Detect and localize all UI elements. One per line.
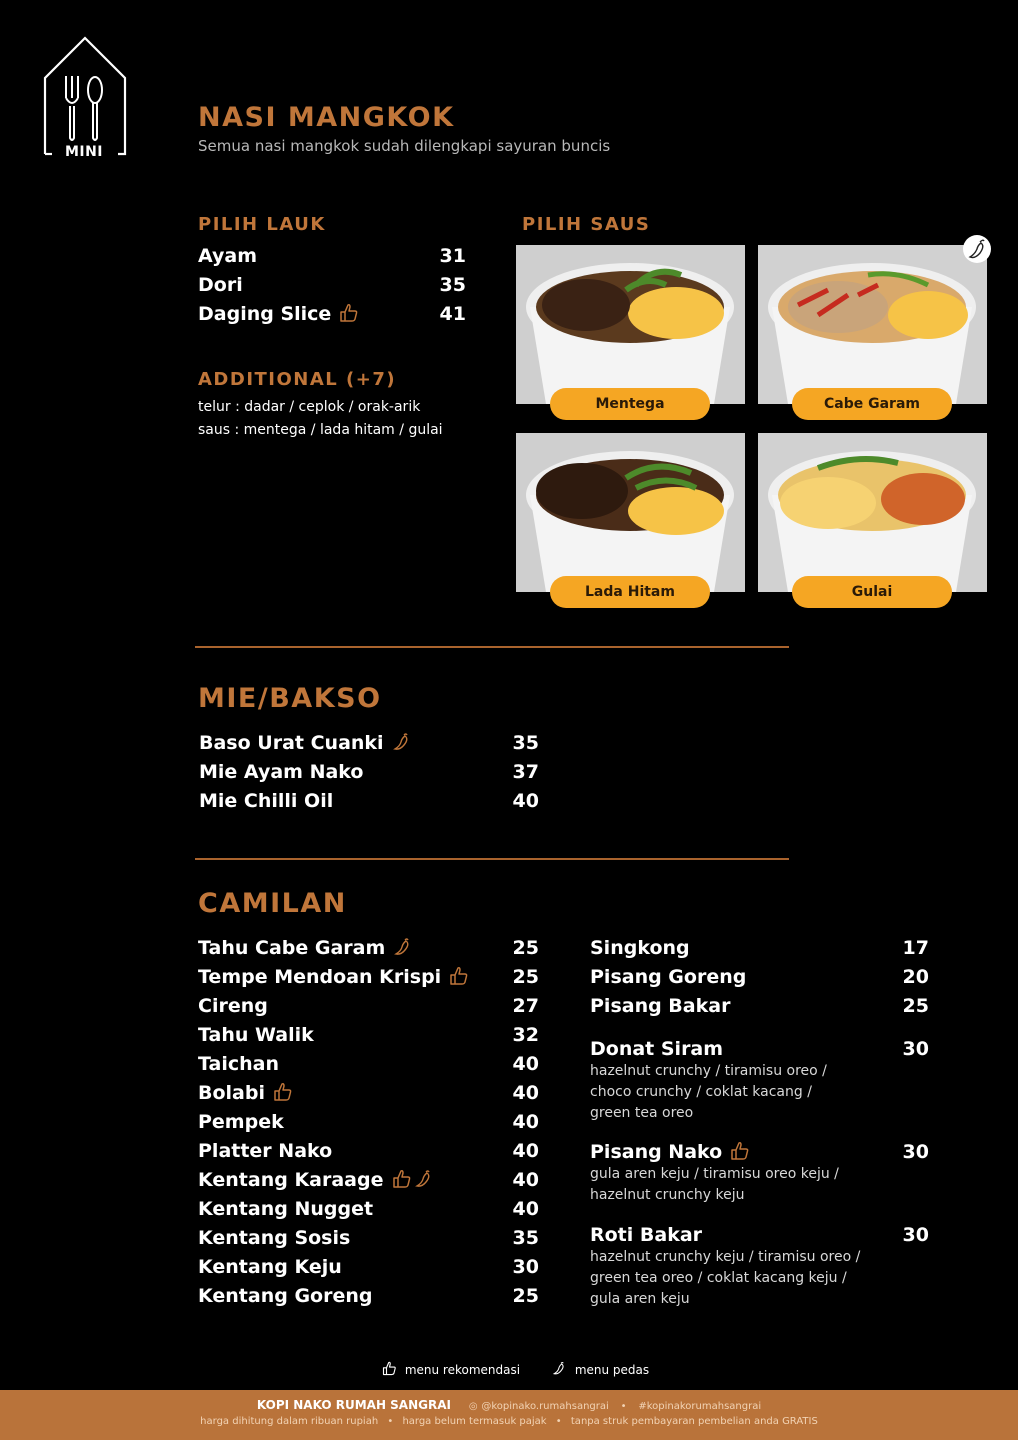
menu-price: 40 [512,1082,539,1104]
saus-label-gulai: Gulai [792,576,952,608]
spicy-badge [963,235,991,263]
menu-price: 35 [439,274,466,296]
footer-instagram: @kopinako.rumahsangrai [481,1401,609,1412]
mie-title: MIE/BAKSO [198,683,382,714]
thumbs-up-icon [273,1082,293,1107]
camilan-title: CAMILAN [198,888,347,919]
menu-item: Bolabi [198,1082,293,1107]
menu-item: Kentang Sosis [198,1227,351,1249]
saus-label-cabe-garam: Cabe Garam [792,388,952,420]
footer [0,1390,1018,1440]
menu-item: Mie Ayam Nako [199,761,364,783]
menu-price: 40 [512,1140,539,1162]
menu-price: 27 [512,995,539,1017]
thumbs-up-icon [382,1363,397,1377]
additional-title: ADDITIONAL (+7) [198,369,397,390]
saus-label-mentega: Mentega [550,388,710,420]
menu-desc: gula aren keju / tiramisu oreo keju / hazelnut crunchy keju [590,1166,839,1203]
additional-saus: saus : mentega / lada hitam / gulai [198,422,443,438]
cabe-garam-photo [758,245,987,404]
menu-desc: hazelnut crunchy keju / tiramisu oreo / green tea oreo / coklat kacang keju / gula aren keju [590,1249,861,1307]
menu-price: 30 [902,1038,929,1060]
menu-item: Donat Siram [590,1038,724,1060]
separator-dot: • [555,1416,562,1427]
menu-item: Taichan [198,1053,279,1075]
menu-price: 30 [902,1141,929,1163]
menu-price: 40 [512,790,539,812]
menu-price: 35 [512,1227,539,1249]
footer-note: harga belum termasuk pajak [402,1416,547,1427]
additional-telur: telur : dadar / ceplok / orak-arik [198,399,421,415]
legend-recommend [382,1361,520,1377]
menu-item: Pisang Nako [590,1141,750,1166]
menu-item: Roti Bakar [590,1224,703,1246]
divider [195,646,789,648]
menu-price: 41 [439,303,466,325]
gulai-photo [758,433,987,592]
menu-price: 40 [512,1111,539,1133]
saus-label-lada-hitam: Lada Hitam [550,576,710,608]
thumbs-up-icon [449,966,469,991]
instagram-icon: ◎ [468,1401,478,1412]
footer-note: tanpa struk pembayaran pembelian anda GRATIS [570,1416,818,1427]
menu-item: Pisang Bakar [590,995,731,1017]
nasi-subtitle: Semua nasi mangkok sudah dilengkapi sayuran buncis [198,137,611,155]
menu-price: 30 [512,1256,539,1278]
chili-icon [963,235,991,263]
menu-item: Kentang Goreng [198,1285,373,1307]
menu-price: 35 [512,732,539,754]
menu-price: 40 [512,1169,539,1191]
menu-item: Tahu Walik [198,1024,314,1046]
menu-price: 32 [512,1024,539,1046]
menu-price: 20 [902,966,929,988]
menu-price: 40 [512,1198,539,1220]
legend-spicy-label: menu pedas [574,1363,650,1377]
lada-hitam-photo [516,433,745,592]
footer-note: harga dihitung dalam ribuan rupiah [200,1416,379,1427]
menu-item: Kentang Keju [198,1256,342,1278]
footer-brand: KOPI NAKO RUMAH SANGRAI [256,1398,451,1412]
menu-item: Mie Chilli Oil [199,790,334,812]
menu-item: Tahu Cabe Garam [198,937,413,962]
menu-price: 25 [902,995,929,1017]
separator-dot: • [620,1401,627,1412]
footer-hashtag: #kopinakorumahsangrai [638,1401,762,1412]
chili-icon [393,937,413,962]
menu-item: Pempek [198,1111,284,1133]
menu-desc: hazelnut crunchy / tiramisu oreo / choco crunchy / coklat kacang / green tea oreo [590,1063,827,1121]
footer-brand-line [0,1398,1018,1412]
menu-item: Ayam [198,245,258,267]
menu-item: Kentang Karaage [198,1169,434,1194]
menu-item: Cireng [198,995,268,1017]
nasi-title: NASI MANGKOK [198,102,455,133]
menu-price: 40 [512,1053,539,1075]
legend-recommend-label: menu rekomendasi [404,1363,521,1377]
footer-notes [0,1416,1018,1427]
mentega-photo [516,245,745,404]
chili-icon [414,1169,434,1194]
chili-icon [552,1363,567,1377]
menu-price: 30 [902,1224,929,1246]
menu-price: 25 [512,937,539,959]
menu-item: Platter Nako [198,1140,333,1162]
menu-item: Dori [198,274,243,296]
menu-price: 17 [902,937,929,959]
menu-item: Kentang Nugget [198,1198,374,1220]
legend-spicy [552,1361,649,1377]
logo-text: MINI [64,144,104,160]
pilih-saus-title: PILIH SAUS [522,214,651,235]
chili-icon [392,732,412,757]
thumbs-up-icon [730,1141,750,1166]
menu-item: Baso Urat Cuanki [199,732,412,757]
menu-price: 25 [512,966,539,988]
menu-price: 25 [512,1285,539,1307]
separator-dot: • [387,1416,394,1427]
menu-price: 31 [439,245,466,267]
mini-logo [42,36,128,162]
menu-item: Singkong [590,937,690,959]
thumbs-up-icon [339,303,359,328]
menu-price: 37 [512,761,539,783]
menu-item: Tempe Mendoan Krispi [198,966,469,991]
menu-item: Pisang Goreng [590,966,747,988]
menu-item: Daging Slice [198,303,359,328]
pilih-lauk-title: PILIH LAUK [198,214,326,235]
divider [195,858,789,860]
thumbs-up-icon [392,1169,412,1194]
